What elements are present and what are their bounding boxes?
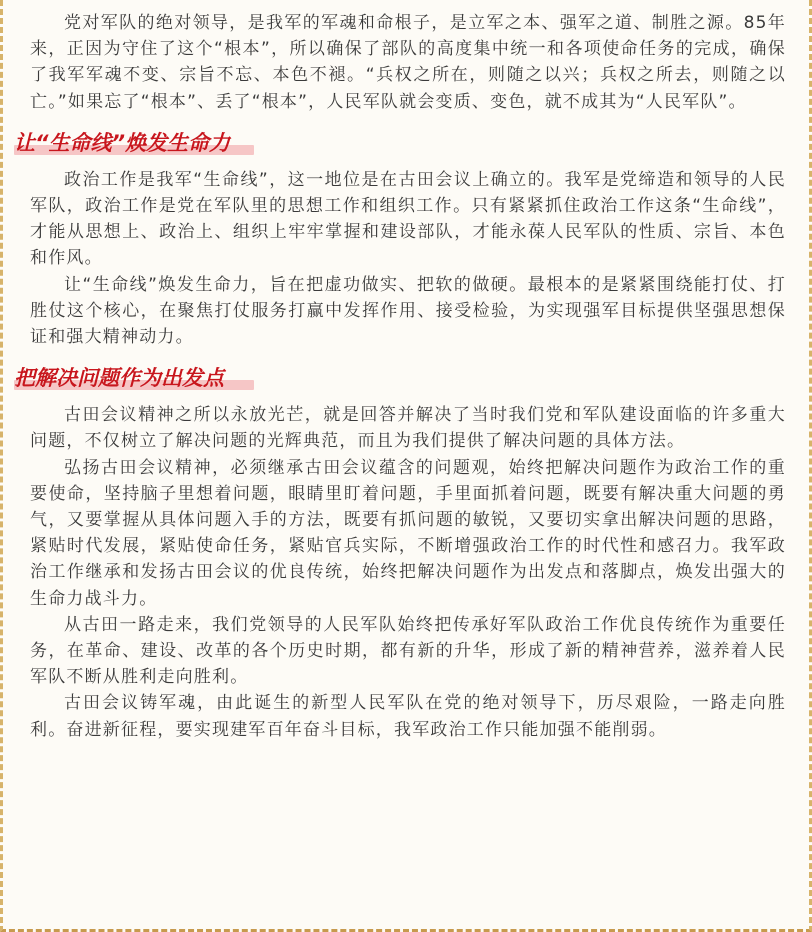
- paragraph: 让“生命线”焕发生命力，旨在把虚功做实、把软的做硬。最根本的是紧紧围绕能打仗、打胜仗这个核心，在聚焦打仗服务打赢中发挥作用、接受检验，为实现强军目标提供坚强思想保证和强大精神动力。: [30, 274, 786, 348]
- paragraph: 古田会议精神之所以永放光芒，就是回答并解决了当时我们党和军队建设面临的许多重大问题，不仅树立了解决问题的光辉典范，而且为我们提供了解决问题的具体方法。: [30, 405, 786, 452]
- section-title: 把解决问题作为出发点: [14, 366, 224, 391]
- paragraph: 从古田一路走来，我们党领导的人民军队始终把传承好军队政治工作优良传统作为重要任务，在革命、建设、改革的各个历史时期，都有新的升华，形成了新的精神营养，滋养着人民军队不断从胜利走向胜利。: [30, 614, 786, 688]
- paragraph: 古田会议铸军魂，由此诞生的新型人民军队在党的绝对领导下，历尽艰险，一路走向胜利。奋进新征程，要实现建军百年奋斗目标，我军政治工作只能加强不能削弱。: [30, 693, 786, 740]
- intro-paragraph: 党对军队的绝对领导，是我军的军魂和命根子，是立军之本、强军之道、制胜之源。85年来，正因为守住了这个“根本”，所以确保了部队的高度集中统一和各项使命任务的完成，确保了我军军魂不变、宗旨不忘、本色不褪。“兵权之所在，则随之以兴；兵权之所去，则随之以亡。”如果忘了“根本”、丢了“根本”，人民军队就会变质、变色，就不成其为“人民军队”。: [30, 13, 786, 112]
- section-heading-lifeline: [10, 121, 786, 159]
- paragraph: 政治工作是我军“生命线”，这一地位是在古田会议上确立的。我军是党缔造和领导的人民军队，政治工作是党在军队里的思想工作和组织工作。只有紧紧抓住政治工作这条“生命线”，才能从思想上、政治上、组织上牢牢掌握和建设部队，才能永葆人民军队的性质、宗旨、本色和作风。: [30, 169, 786, 269]
- section-heading-problem-solving: [10, 356, 786, 394]
- paragraph: 弘扬古田会议精神，必须继承古田会议蕴含的问题观，始终把解决问题作为政治工作的重要使命，坚持脑子里想着问题，眼睛里盯着问题，手里面抓着问题，既要有解决重大问题的勇气，又要掌握从具体问题入手的方法，既要有抓问题的敏锐，又要切实拿出解决问题的思路，紧贴时代发展，紧贴使命任务，紧贴官兵实际，不断增强政治工作的时代性和感召力。我军政治工作继承和发扬古田会议的优良传统，始终把解决问题作为出发点和落脚点，焕发出强大的生命力战斗力。: [30, 457, 786, 609]
- section-title: 让“生命线”焕发生命力: [14, 130, 231, 155]
